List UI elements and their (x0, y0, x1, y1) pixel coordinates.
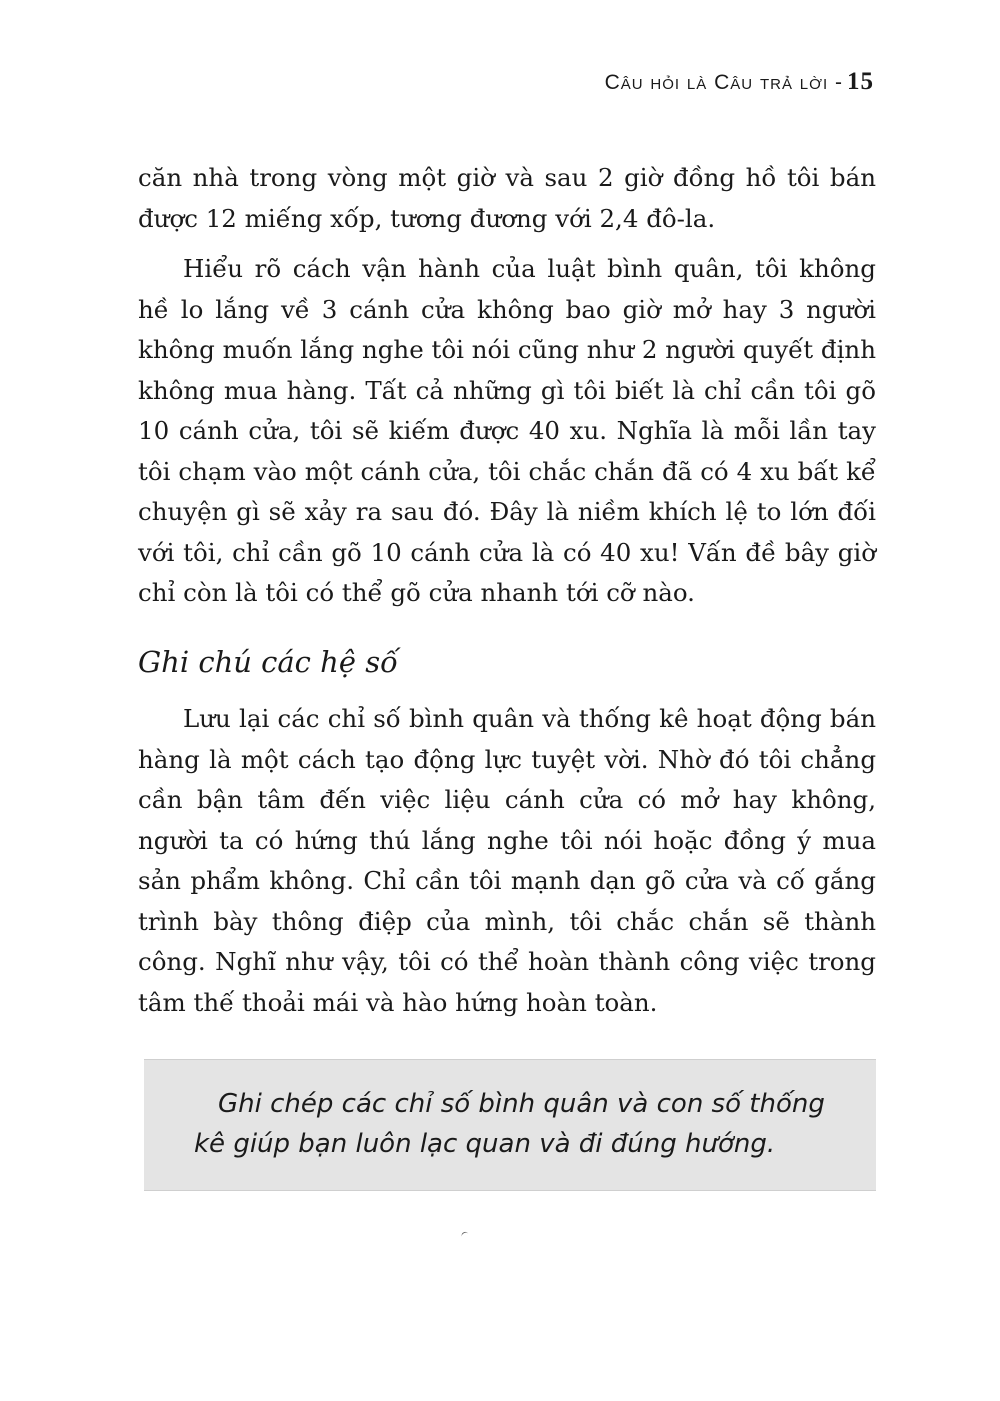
callout-box (144, 1059, 876, 1191)
callout-line-2: kê giúp bạn luôn lạc quan và đi đúng hướng. (194, 1129, 776, 1159)
paragraph-record-statistics: Lưu lại các chỉ số bình quân và thống kê hoạt động bán hàng là một cách tạo động lực tuyệt vời. Nhờ đó tôi chẳng cần bận tâm đến việc liệu cánh cửa có mở hay không, người ta có hứng thú lắng nghe tôi nói hoặc đồng ý mua sản phẩm không. Chỉ cần tôi mạnh dạn gõ cửa và cố gắng trình bày thông điệp của mình, tôi chắc chắn sẽ thành công. Nghĩ như vậy, tôi có thể hoàn thành công việc trong tâm thế thoải mái và hào hứng hoàn toàn. (138, 704, 876, 1017)
callout-line-1: Ghi chép các chỉ số bình quân và con số thống (218, 1089, 825, 1119)
paragraph-continued: căn nhà trong vòng một giờ và sau 2 giờ đồng hồ tôi bán được 12 miếng xốp, tương đương với 2,4 đô-la. (138, 163, 876, 233)
stray-print-mark (460, 1231, 468, 1238)
paragraph-law-of-averages: Hiểu rõ cách vận hành của luật bình quân, tôi không hề lo lắng về 3 cánh cửa không bao giờ mở hay 3 người không muốn lắng nghe tôi nói cũng như 2 người quyết định không mua hàng. Tất cả những gì tôi biết là chỉ cần tôi gõ 10 cánh cửa, tôi sẽ kiếm được 40 xu. Nghĩa là mỗi lần tay tôi chạm vào một cánh cửa, tôi chắc chắn đã có 4 xu bất kể chuyện gì sẽ xảy ra sau đó. Đây là niềm khích lệ to lớn đối với tôi, chỉ cần gõ 10 cánh cửa là có 40 xu! Vấn đề bây giờ chỉ còn là tôi có thể gõ cửa nhanh tới cỡ nào. (138, 254, 876, 607)
running-title: Câu hỏi là Câu trả lời - (604, 71, 843, 94)
callout-quote (194, 1084, 838, 1164)
section-heading: Ghi chú các hệ số (138, 645, 398, 679)
running-header (605, 68, 874, 96)
page-number: 15 (847, 68, 874, 95)
